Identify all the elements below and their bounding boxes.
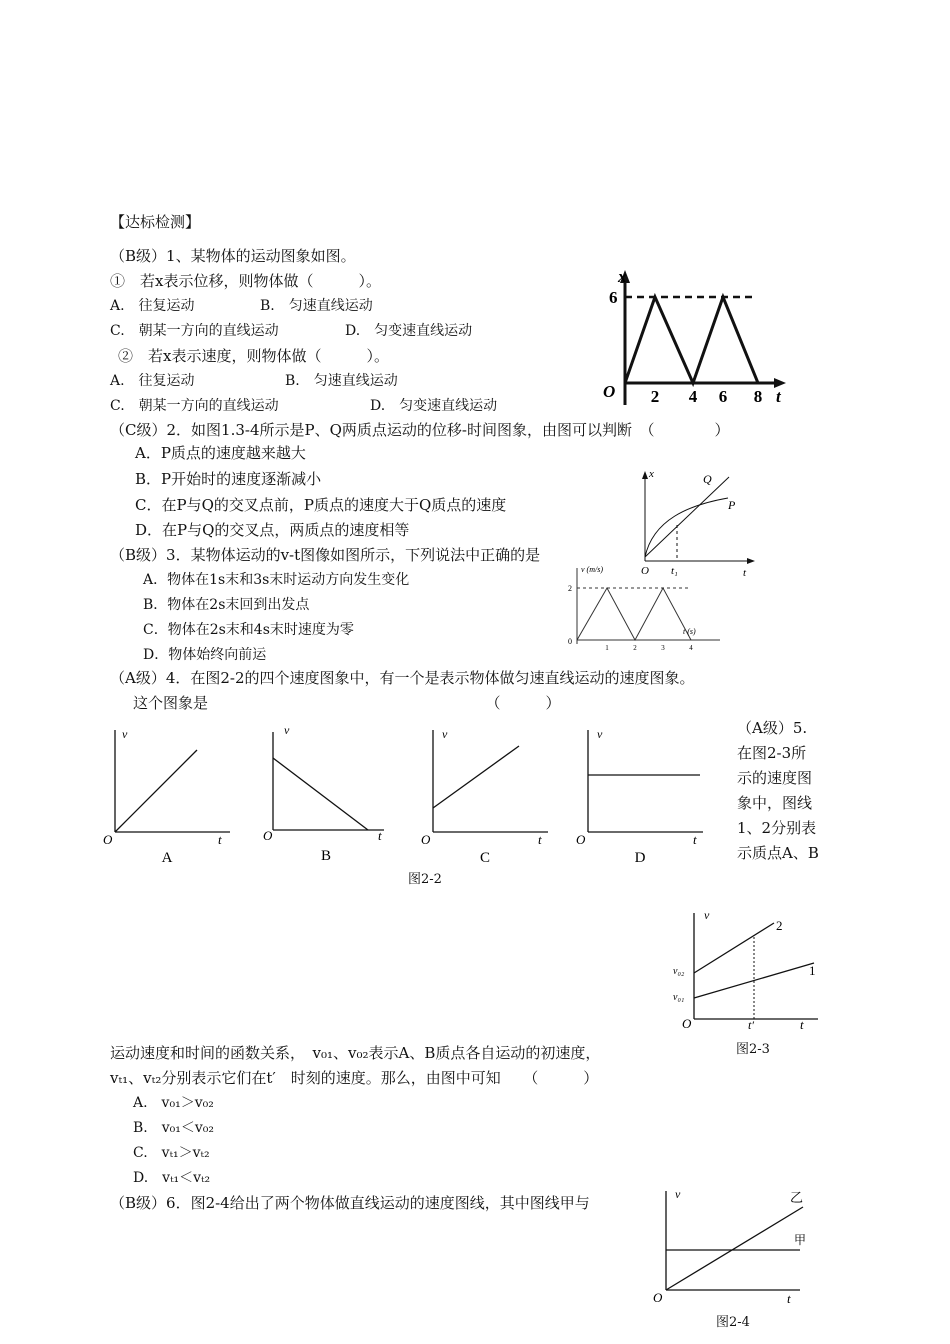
q1-option-a: A. 往复运动 (110, 298, 195, 314)
q4-graph-c-label: C (479, 850, 491, 866)
q6-stem: （B级）6．图2-4给出了两个物体做直线运动的速度图线，其中图线甲与 (110, 1194, 590, 1212)
q3-graph-y-tick: 2 (568, 584, 572, 593)
q3-graph-xtick: 2 (633, 644, 637, 652)
q6-graph-yi-label: 乙 (790, 1190, 804, 1205)
q4-graph-b-v: v (284, 723, 290, 737)
q2-graph-x-label: t (743, 567, 747, 579)
q3-graph-origin: 0 (568, 637, 572, 646)
q4-graph-a-t: t (218, 832, 222, 847)
q5-graph-y-label: v (704, 908, 710, 922)
q2-graph-origin: O (641, 565, 649, 577)
q5-side-text (737, 716, 833, 866)
q4-graph-a (100, 722, 240, 867)
q6-graph-jia-label: 甲 (794, 1233, 807, 1247)
q5-option-a: A. v₀₁＞v₀₂ (133, 1095, 214, 1111)
q3-graph-xtick: 3 (661, 644, 665, 652)
q3-graph-xtick: 4 (689, 644, 693, 652)
q3-option-d: D．物体始终向前运 (143, 647, 267, 663)
q1-part2-option-d: D. 匀变速直线运动 (370, 398, 498, 414)
q1-stem: （B级）1、某物体的运动图象如图。 (110, 247, 356, 265)
q3-option-b: B．物体在2s末回到出发点 (143, 597, 310, 613)
q3-graph-x-label: t (s) (683, 627, 696, 636)
q4-graph-b-label: B (320, 848, 332, 864)
q4-graph-c-t: t (538, 832, 542, 847)
q1-graph-xtick: 8 (753, 387, 763, 406)
q1-graph-y-tick: 6 (609, 288, 618, 307)
q4-graph-b-origin: O (263, 828, 273, 843)
q4-graph-b-t: t (378, 828, 382, 843)
q5-option-b: B. v₀₁＜v₀₂ (133, 1120, 215, 1136)
q5-side-line: 示质点A、B (737, 844, 819, 862)
section-title: 【达标检测】 (110, 213, 201, 231)
q3-option-c: C．物体在2s末和4s末时速度为零 (143, 622, 354, 638)
q4-stem-line2: 这个图象是 （ ） (133, 694, 561, 712)
q5-graph-line2-label: 2 (776, 918, 783, 933)
q6-graph-x-label: t (787, 1291, 791, 1306)
q4-graph-d-origin: O (576, 832, 586, 847)
q1-graph-xtick: 6 (718, 387, 728, 406)
q4-stem: （A级）4．在图2-2的四个速度图象中，有一个是表示物体做匀速直线运动的速度图象。 (110, 669, 695, 687)
q6-graph-y-label: v (675, 1187, 681, 1201)
q5-side-line: 1、2分别表 (737, 819, 817, 837)
q1-option-b: B. 匀速直线运动 (260, 298, 373, 314)
q5-graph-t-prime: t′ (748, 1018, 754, 1032)
q2-option-d: D．在P与Q的交叉点，两质点的速度相等 (135, 521, 410, 539)
q5-side-line: （A级）5. (737, 719, 808, 737)
q1-graph-xtick: 4 (688, 387, 698, 406)
q5-caption: 图2-3 (736, 1042, 770, 1057)
q2-graph-p-label: P (728, 498, 736, 512)
q2-stem: （C级）2．如图1.3-4所示是P、Q两质点运动的位移-时间图象，由图可以判断 （ ） (110, 421, 730, 439)
q4-graph-c-origin: O (421, 832, 431, 847)
q4-graph-d-t: t (693, 832, 697, 847)
q4-graph-a-origin: O (103, 832, 113, 847)
q1-graph-x-label: t (776, 387, 781, 406)
q5-side-line: 示的速度图 (737, 769, 813, 787)
q4-graph-b (258, 720, 398, 865)
q4-graph-c (418, 722, 558, 867)
q1-graph (600, 265, 790, 420)
q4-graph-d-label: D (634, 850, 646, 866)
q6-graph-origin: O (653, 1290, 663, 1305)
q5-side-line: 象中，图线 (737, 794, 813, 812)
q3-graph-xtick: 1 (605, 644, 609, 652)
q1-graph-xtick: 2 (650, 387, 660, 406)
q1-part2-option-b: B. 匀速直线运动 (285, 373, 398, 389)
q2-option-b: B．P开始时的速度逐渐减小 (135, 470, 322, 488)
q4-graph-a-label: A (161, 850, 173, 866)
q3-graph-y-label: v (m/s) (581, 565, 603, 574)
q1-option-c: C. 朝某一方向的直线运动 (110, 323, 279, 339)
q4-graph-d-v: v (597, 727, 603, 741)
q1-part2: ② 若x表示速度，则物体做（ ）。 (118, 347, 389, 365)
q5-side-line: 在图2-3所 (737, 744, 807, 762)
q4-graph-c-v: v (442, 727, 448, 741)
q2-graph-q-label: Q (703, 472, 712, 486)
q5-graph-origin: O (682, 1016, 692, 1031)
q1-part2-option-c: C. 朝某一方向的直线运动 (110, 398, 279, 414)
q5-line1: 运动速度和时间的函数关系， v₀₁、v₀₂表示A、B质点各自运动的初速度， (110, 1044, 601, 1062)
q5-line2: vₜ₁、vₜ₂分别表示它们在t′ 时刻的速度。那么，由图中可知 （ ） (110, 1069, 599, 1087)
q5-option-c: C. vₜ₁＞vₜ₂ (133, 1145, 210, 1161)
q2-graph-y-label: x (649, 468, 654, 480)
q3-option-a: A．物体在1s末和3s末时运动方向发生变化 (143, 572, 410, 588)
q4-caption: 图2-2 (408, 872, 442, 887)
q4-graph-d (573, 722, 713, 867)
q1-graph-origin: O (603, 382, 616, 401)
q1-part2-option-a: A. 往复运动 (110, 373, 195, 389)
q5-graph (668, 905, 828, 1035)
q1-option-d: D. 匀变速直线运动 (345, 323, 473, 339)
q3-stem: （B级）3．某物体运动的v-t图像如图所示，下列说法中正确的是 (110, 546, 541, 564)
q4-graph-a-v: v (122, 727, 128, 741)
q2-option-a: A．P质点的速度越来越大 (135, 444, 306, 462)
q5-graph-x-label: t (800, 1017, 804, 1032)
q2-graph-t1: t₁ (671, 565, 678, 577)
q1-part1: ① 若x表示位移，则物体做（ ）。 (110, 272, 381, 290)
q1-graph-y-label: x (618, 267, 627, 286)
q3-graph (565, 562, 730, 654)
q5-graph-line1-label: 1 (809, 963, 816, 978)
q5-graph-v01: v₀₁ (673, 992, 685, 1003)
q6-caption: 图2-4 (716, 1315, 750, 1330)
q5-graph-v02: v₀₂ (673, 966, 685, 977)
q5-option-d: D. vₜ₁＜vₜ₂ (133, 1170, 211, 1186)
q6-graph (650, 1183, 810, 1308)
q2-option-c: C．在P与Q的交叉点前，P质点的速度大于Q质点的速度 (135, 496, 507, 514)
